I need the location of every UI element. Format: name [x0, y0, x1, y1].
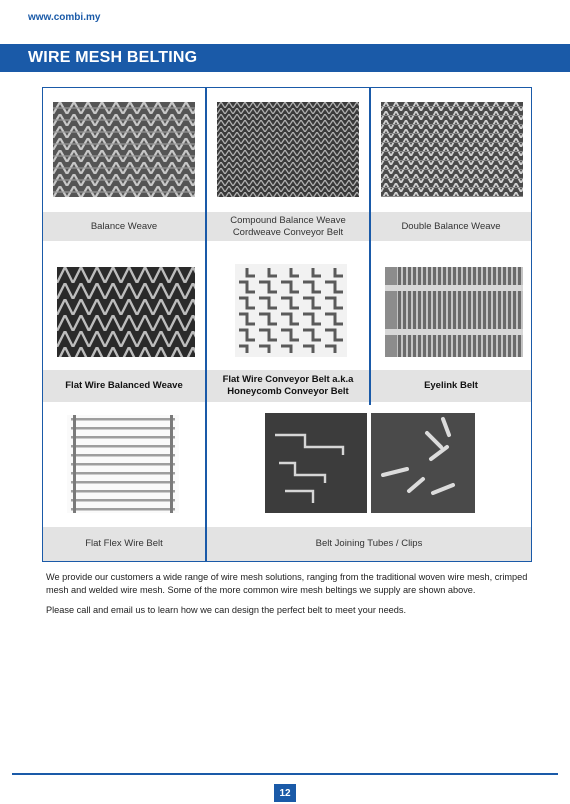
honeycomb-conveyor-belt-photo: [235, 264, 347, 357]
double-balance-weave-photo: [381, 102, 523, 197]
caption-flat-wire-balanced-weave: Flat Wire Balanced Weave: [43, 370, 205, 402]
divider: [369, 88, 371, 405]
divider: [205, 88, 207, 562]
site-url[interactable]: www.combi.my: [28, 12, 101, 23]
product-grid: [42, 87, 532, 562]
flat-flex-wire-belt-photo: [67, 415, 179, 513]
caption-honeycomb-conveyor-belt: Flat Wire Conveyor Belt a.k.a Honeycomb Conveyor Belt: [207, 370, 369, 402]
contact-paragraph: Please call and email us to learn how we can design the perfect belt to meet your needs.: [46, 605, 407, 615]
eyelink-belt-photo: [385, 267, 523, 357]
compound-balance-weave-photo: [217, 102, 359, 197]
joining-tubes-photo: [371, 413, 475, 513]
caption-balance-weave: Balance Weave: [43, 212, 205, 241]
flat-wire-balanced-weave-photo: [57, 267, 195, 357]
balance-weave-photo: [53, 102, 195, 197]
intro-paragraph: We provide our customers a wide range of wire mesh solutions, ranging from the traditional woven wire mesh, crimped mesh and welded wire mesh. Some of the more common wire mesh beltings we supply are shown above.: [46, 572, 528, 595]
caption-double-balance-weave: Double Balance Weave: [371, 212, 531, 241]
caption-compound-balance-weave: Compound Balance Weave Cordweave Conveyor Belt: [207, 212, 369, 241]
caption-flat-flex-wire-belt: Flat Flex Wire Belt: [43, 527, 205, 561]
joining-clips-photo: [265, 413, 367, 513]
footer-divider: [12, 773, 558, 775]
page-number: 12: [274, 784, 296, 802]
page-title: WIRE MESH BELTING: [28, 49, 198, 66]
caption-eyelink-belt: Eyelink Belt: [371, 370, 531, 402]
title-bar: [0, 44, 570, 72]
caption-belt-joining-tubes-clips: Belt Joining Tubes / Clips: [207, 527, 531, 561]
